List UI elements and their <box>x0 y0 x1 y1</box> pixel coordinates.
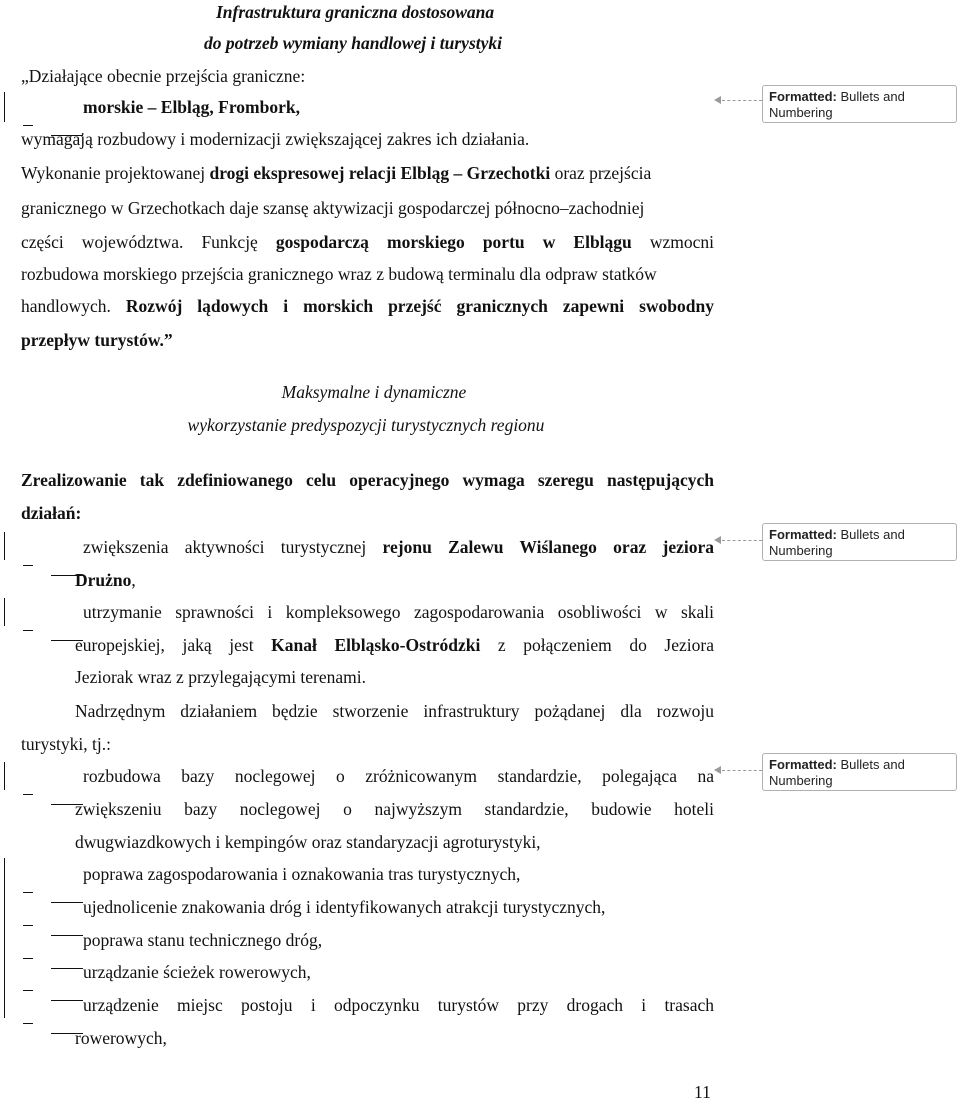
formatting-comment[interactable] <box>762 753 957 791</box>
comment-text-2: Numbering <box>769 543 833 558</box>
bullet-drogi-text: poprawa stanu technicznego dróg, <box>83 930 323 950</box>
comment-anchor-icon <box>714 536 721 544</box>
comment-anchor-icon <box>714 766 721 774</box>
comment-text-2: Numbering <box>769 105 833 120</box>
page-number: 11 <box>694 1082 711 1102</box>
para1-line-5: granicznego w Grzechotkach daje szansę aktywizacji gospodarczej północno–zachodniej <box>21 198 645 218</box>
bullet-zalew-line-2 <box>75 568 136 592</box>
bullet-kanal-line-2 <box>75 633 714 657</box>
para1-line-4-c: oraz przejścia <box>550 163 652 183</box>
para1-line-8 <box>21 294 714 318</box>
para2-paragraph-line-1: Nadrzędnym działaniem będzie stworzenie infrastruktury pożądanej dla rozwoju <box>75 701 714 721</box>
bullet-zalew-a: zwiększenia aktywności turystycznej <box>83 537 383 557</box>
para1-line-8-bold: Rozwój lądowych i morskich przejść granicznych zapewni swobodny <box>125 296 714 316</box>
bullet-kanal-line-1: utrzymanie sprawności i kompleksowego zagospodarowania osobliwości w skali <box>83 602 714 622</box>
bullet-postoj-line-1: urządzenie miejsc postoju i odpoczynku turystów przy drogach i trasach <box>83 995 714 1015</box>
bullet-drogi <box>23 928 322 952</box>
heading-2-line-1: Maksymalne i dynamiczne <box>281 382 467 402</box>
bullet-kanal-line-2-c: z połączeniem do Jeziora <box>480 635 714 655</box>
comment-text-2: Numbering <box>769 773 833 788</box>
para2-line-1: Zrealizowanie tak zdefiniowanego celu operacyjnego wymaga szeregu następujących <box>21 470 714 490</box>
para1-line-6-a: części województwa. Funkcję <box>21 232 276 252</box>
heading-1-line-2: do potrzeb wymiany handlowej i turystyki <box>204 33 503 53</box>
comment-leader <box>722 770 762 771</box>
bullet-sciezki-text: urządzanie ścieżek rowerowych, <box>83 962 311 982</box>
para1-line-9: przepływ turystów.” <box>21 330 173 350</box>
bullet-zalew <box>23 535 714 559</box>
bullet-zalew-bold: rejonu Zalewu Wiślanego oraz jeziora <box>382 537 714 557</box>
comment-text: Bullets and <box>836 757 905 772</box>
comment-label: Formatted: <box>769 527 837 542</box>
comment-text: Bullets and <box>836 527 905 542</box>
para1-line-7: rozbudowa morskiego przejścia granicznego wraz z budową terminalu dla odpraw statków <box>21 264 657 284</box>
para1-line-4-bold: drogi ekspresowej relacji Elbląg – Grzechotki <box>209 163 551 183</box>
bullet-postoj-line-2: rowerowych, <box>75 1028 167 1048</box>
bullet-sciezki <box>23 960 311 984</box>
para1-intro: „Działające obecnie przejścia graniczne: <box>21 66 306 86</box>
formatting-comment[interactable] <box>762 85 957 123</box>
bullet-kanal-line-3: Jeziorak wraz z przylegającymi terenami. <box>75 667 367 687</box>
change-bar <box>4 532 5 560</box>
para2-paragraph-line-2: turystyki, tj.: <box>21 734 111 754</box>
heading-1-line-1: Infrastruktura graniczna dostosowana <box>216 2 495 22</box>
comment-label: Formatted: <box>769 89 837 104</box>
para1-line-6-c: wzmocni <box>631 232 714 252</box>
comment-anchor-icon <box>714 96 721 104</box>
comment-leader <box>722 100 762 101</box>
bullet-baza-line-1: rozbudowa bazy noclegowej o zróżnicowanym standardzie, polegająca na <box>83 766 714 786</box>
para1-line-8-a: handlowych. <box>21 296 126 316</box>
bullet-morskie-text: morskie – Elbląg, Frombork, <box>83 97 300 117</box>
formatting-comment[interactable] <box>762 523 957 561</box>
bullet-trasy <box>23 862 520 886</box>
comment-text: Bullets and <box>836 89 905 104</box>
bullet-znakowanie <box>23 895 605 919</box>
comment-leader <box>722 540 762 541</box>
bullet-kanal <box>23 600 714 624</box>
change-bar <box>4 762 5 790</box>
bullet-morskie <box>23 95 300 119</box>
bullet-postoj <box>23 993 714 1017</box>
para1-line-4 <box>21 161 651 185</box>
change-bar <box>4 598 5 626</box>
para1-line-6 <box>21 230 714 254</box>
para1-line-4-a: Wykonanie projektowanej <box>21 163 210 183</box>
bullet-znakowanie-text: ujednolicenie znakowania dróg i identyfikowanych atrakcji turystycznych, <box>83 897 606 917</box>
change-bar <box>4 92 5 122</box>
para1-line-6-bold: gospodarczą morskiego portu w Elblągu <box>275 232 632 252</box>
para2-line-2: działań: <box>21 503 82 523</box>
druzno-text: Drużno <box>75 570 132 590</box>
para1-line-3: wymagają rozbudowy i modernizacji zwiększającej zakres ich działania. <box>21 129 530 149</box>
comment-label: Formatted: <box>769 757 837 772</box>
heading-2-line-2: wykorzystanie predyspozycji turystycznych regionu <box>187 415 545 435</box>
druzno-comma: , <box>131 570 136 590</box>
bullet-baza-line-3: dwugwiazdkowych i kempingów oraz standaryzacji agroturystyki, <box>75 832 541 852</box>
bullet-baza <box>23 764 714 788</box>
bullet-kanal-line-2-a: europejskiej, jaką jest <box>75 635 272 655</box>
bullet-baza-line-2: zwiększeniu bazy noclegowej o najwyższym standardzie, budowie hoteli <box>75 799 714 819</box>
kanal-name: Kanał Elbląsko-Ostródzki <box>271 635 481 655</box>
change-bar <box>4 858 5 1018</box>
bullet-trasy-text: poprawa zagospodarowania i oznakowania tras turystycznych, <box>83 864 521 884</box>
